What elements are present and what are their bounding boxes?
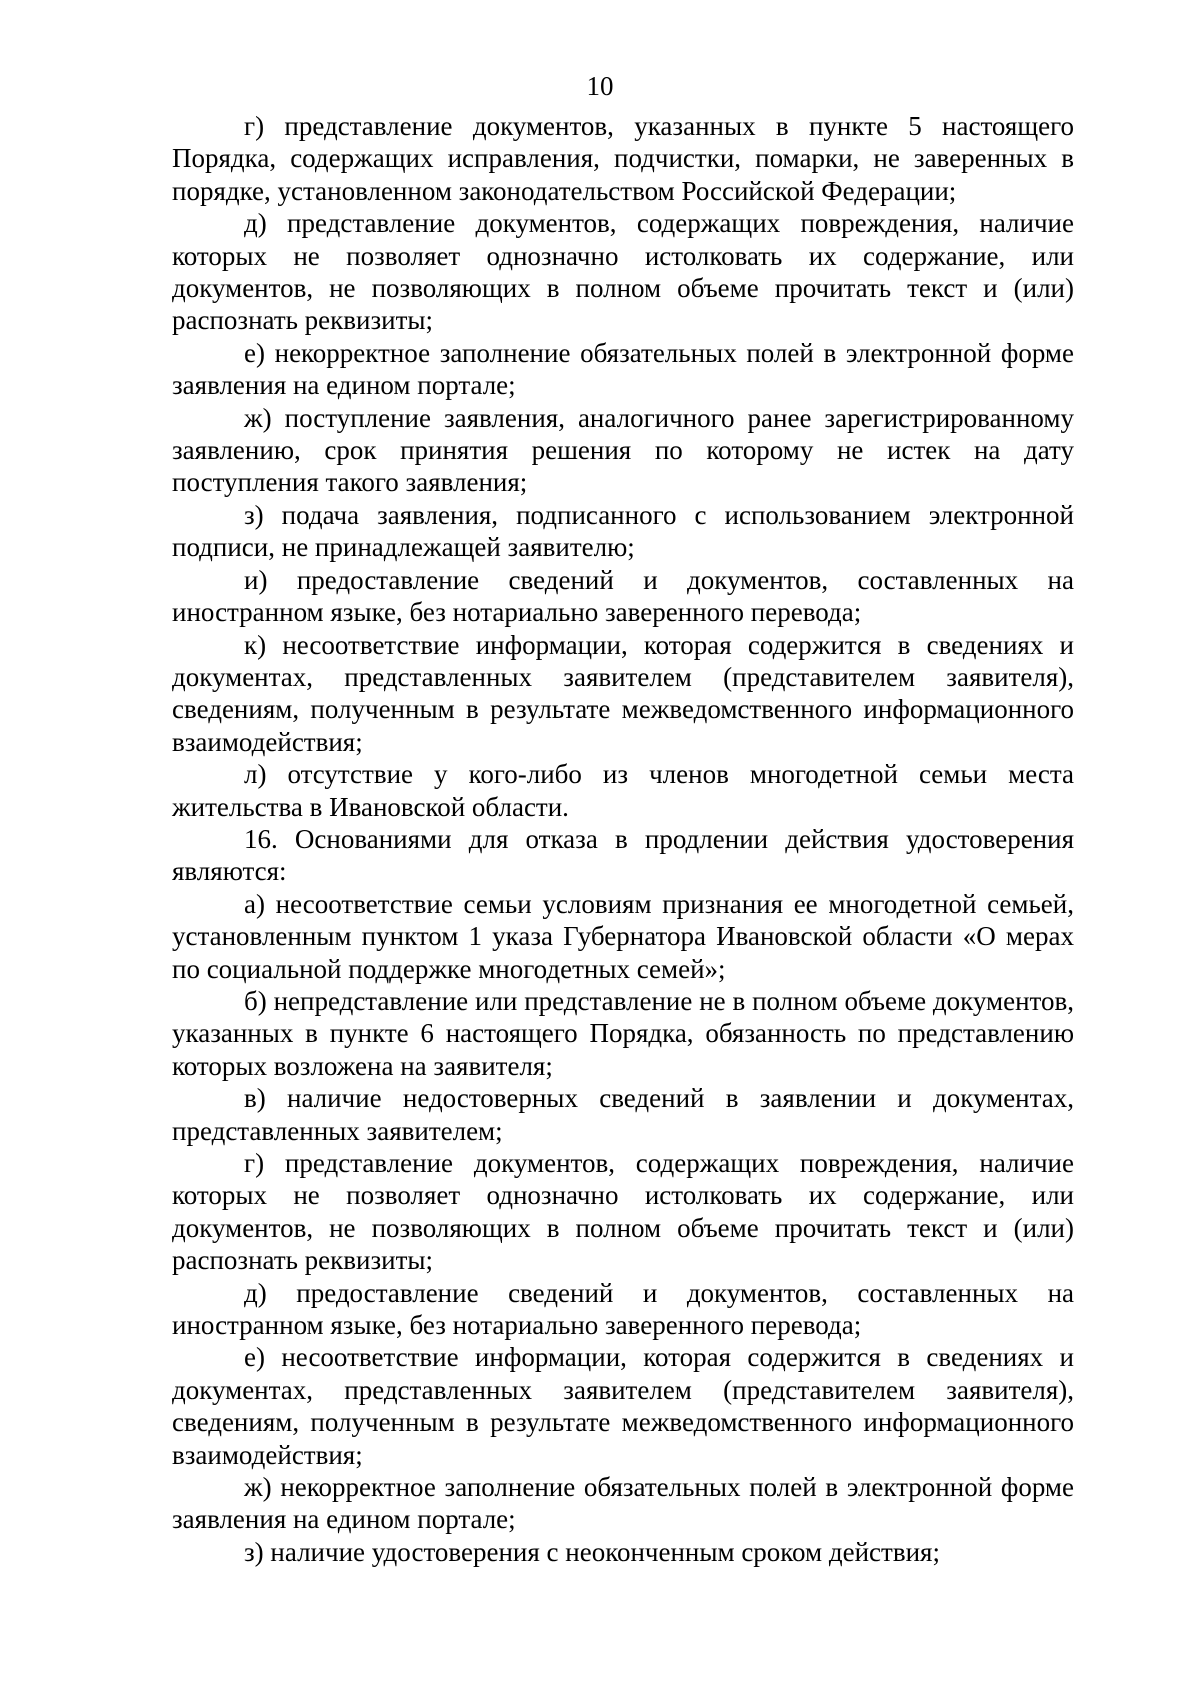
- paragraph-a-family-conditions: а) несоответствие семьи условиям признания ее многодетной семьей, установленным пунктом 1 указа Губернатора Ивановской области «О мерах по социальной поддержке многодетных семей»;: [172, 888, 1074, 984]
- paragraph-e-incorrect-fields: е) некорректное заполнение обязательных полей в электронной форме заявления на едином портале;: [172, 337, 1074, 401]
- paragraph-e-info-mismatch: е) несоответствие информации, которая содержится в сведениях и документах, представленных заявителем (представителем заявителя), сведениям, полученным в результате межведомственного информационного взаимодействия;: [172, 1342, 1074, 1470]
- paragraph-16-heading: 16. Основаниями для отказа в продлении действия удостоверения являются:: [172, 823, 1074, 887]
- document-body: [172, 110, 1074, 1568]
- paragraph-z-foreign-signature: з) подача заявления, подписанного с использованием электронной подписи, не принадлежащей заявителю;: [172, 499, 1074, 563]
- paragraph-d-damaged-documents: д) представление документов, содержащих повреждения, наличие которых не позволяет однозначно истолковать их содержание, или документов, не позволяющих в полном объеме прочитать текст и (или) распознать реквизиты;: [172, 208, 1074, 336]
- page-number: 10: [586, 71, 614, 101]
- paragraph-d-foreign-language: д) предоставление сведений и документов, составленных на иностранном языке, без нотариально заверенного перевода;: [172, 1277, 1074, 1341]
- paragraph-z-active-certificate: з) наличие удостоверения с неоконченным сроком действия;: [244, 1536, 940, 1567]
- paragraph-b-missing-documents: б) непредставление или представление не в полном объеме документов, указанных в пункте 6 настоящего Порядка, обязанность по представлению которых возложена на заявителя;: [172, 985, 1074, 1081]
- paragraph-l-residence: л) отсутствие у кого-либо из членов многодетной семьи места жительства в Ивановской области.: [172, 759, 1074, 822]
- paragraph-g-damaged-documents: г) представление документов, содержащих повреждения, наличие которых не позволяет однозначно истолковать их содержание, или документов, не позволяющих в полном объеме прочитать текст и (или) распознать реквизиты;: [172, 1148, 1074, 1276]
- paragraph-k-info-mismatch: к) несоответствие информации, которая содержится в сведениях и документах, представленных заявителем (представителем заявителя), сведениям, полученным в результате межведомственного информационного взаимодействия;: [172, 629, 1074, 757]
- paragraph-zh-duplicate-application: ж) поступление заявления, аналогичного ранее зарегистрированному заявлению, срок принятия решения по которому не истек на дату поступления такого заявления;: [172, 402, 1074, 498]
- paragraph-g-requirements: г) представление документов, указанных в пункте 5 настоящего Порядка, содержащих исправления, подчистки, помарки, не заверенных в порядке, установленном законодательством Российской Федерации;: [172, 111, 1074, 206]
- paragraph-i-foreign-language: и) предоставление сведений и документов, составленных на иностранном языке, без нотариально заверенного перевода;: [172, 564, 1074, 628]
- paragraph-zh-incorrect-fields: ж) некорректное заполнение обязательных полей в электронной форме заявления на едином портале;: [172, 1472, 1074, 1535]
- paragraph-v-false-info: в) наличие недостоверных сведений в заявлении и документах, представленных заявителем;: [172, 1083, 1074, 1146]
